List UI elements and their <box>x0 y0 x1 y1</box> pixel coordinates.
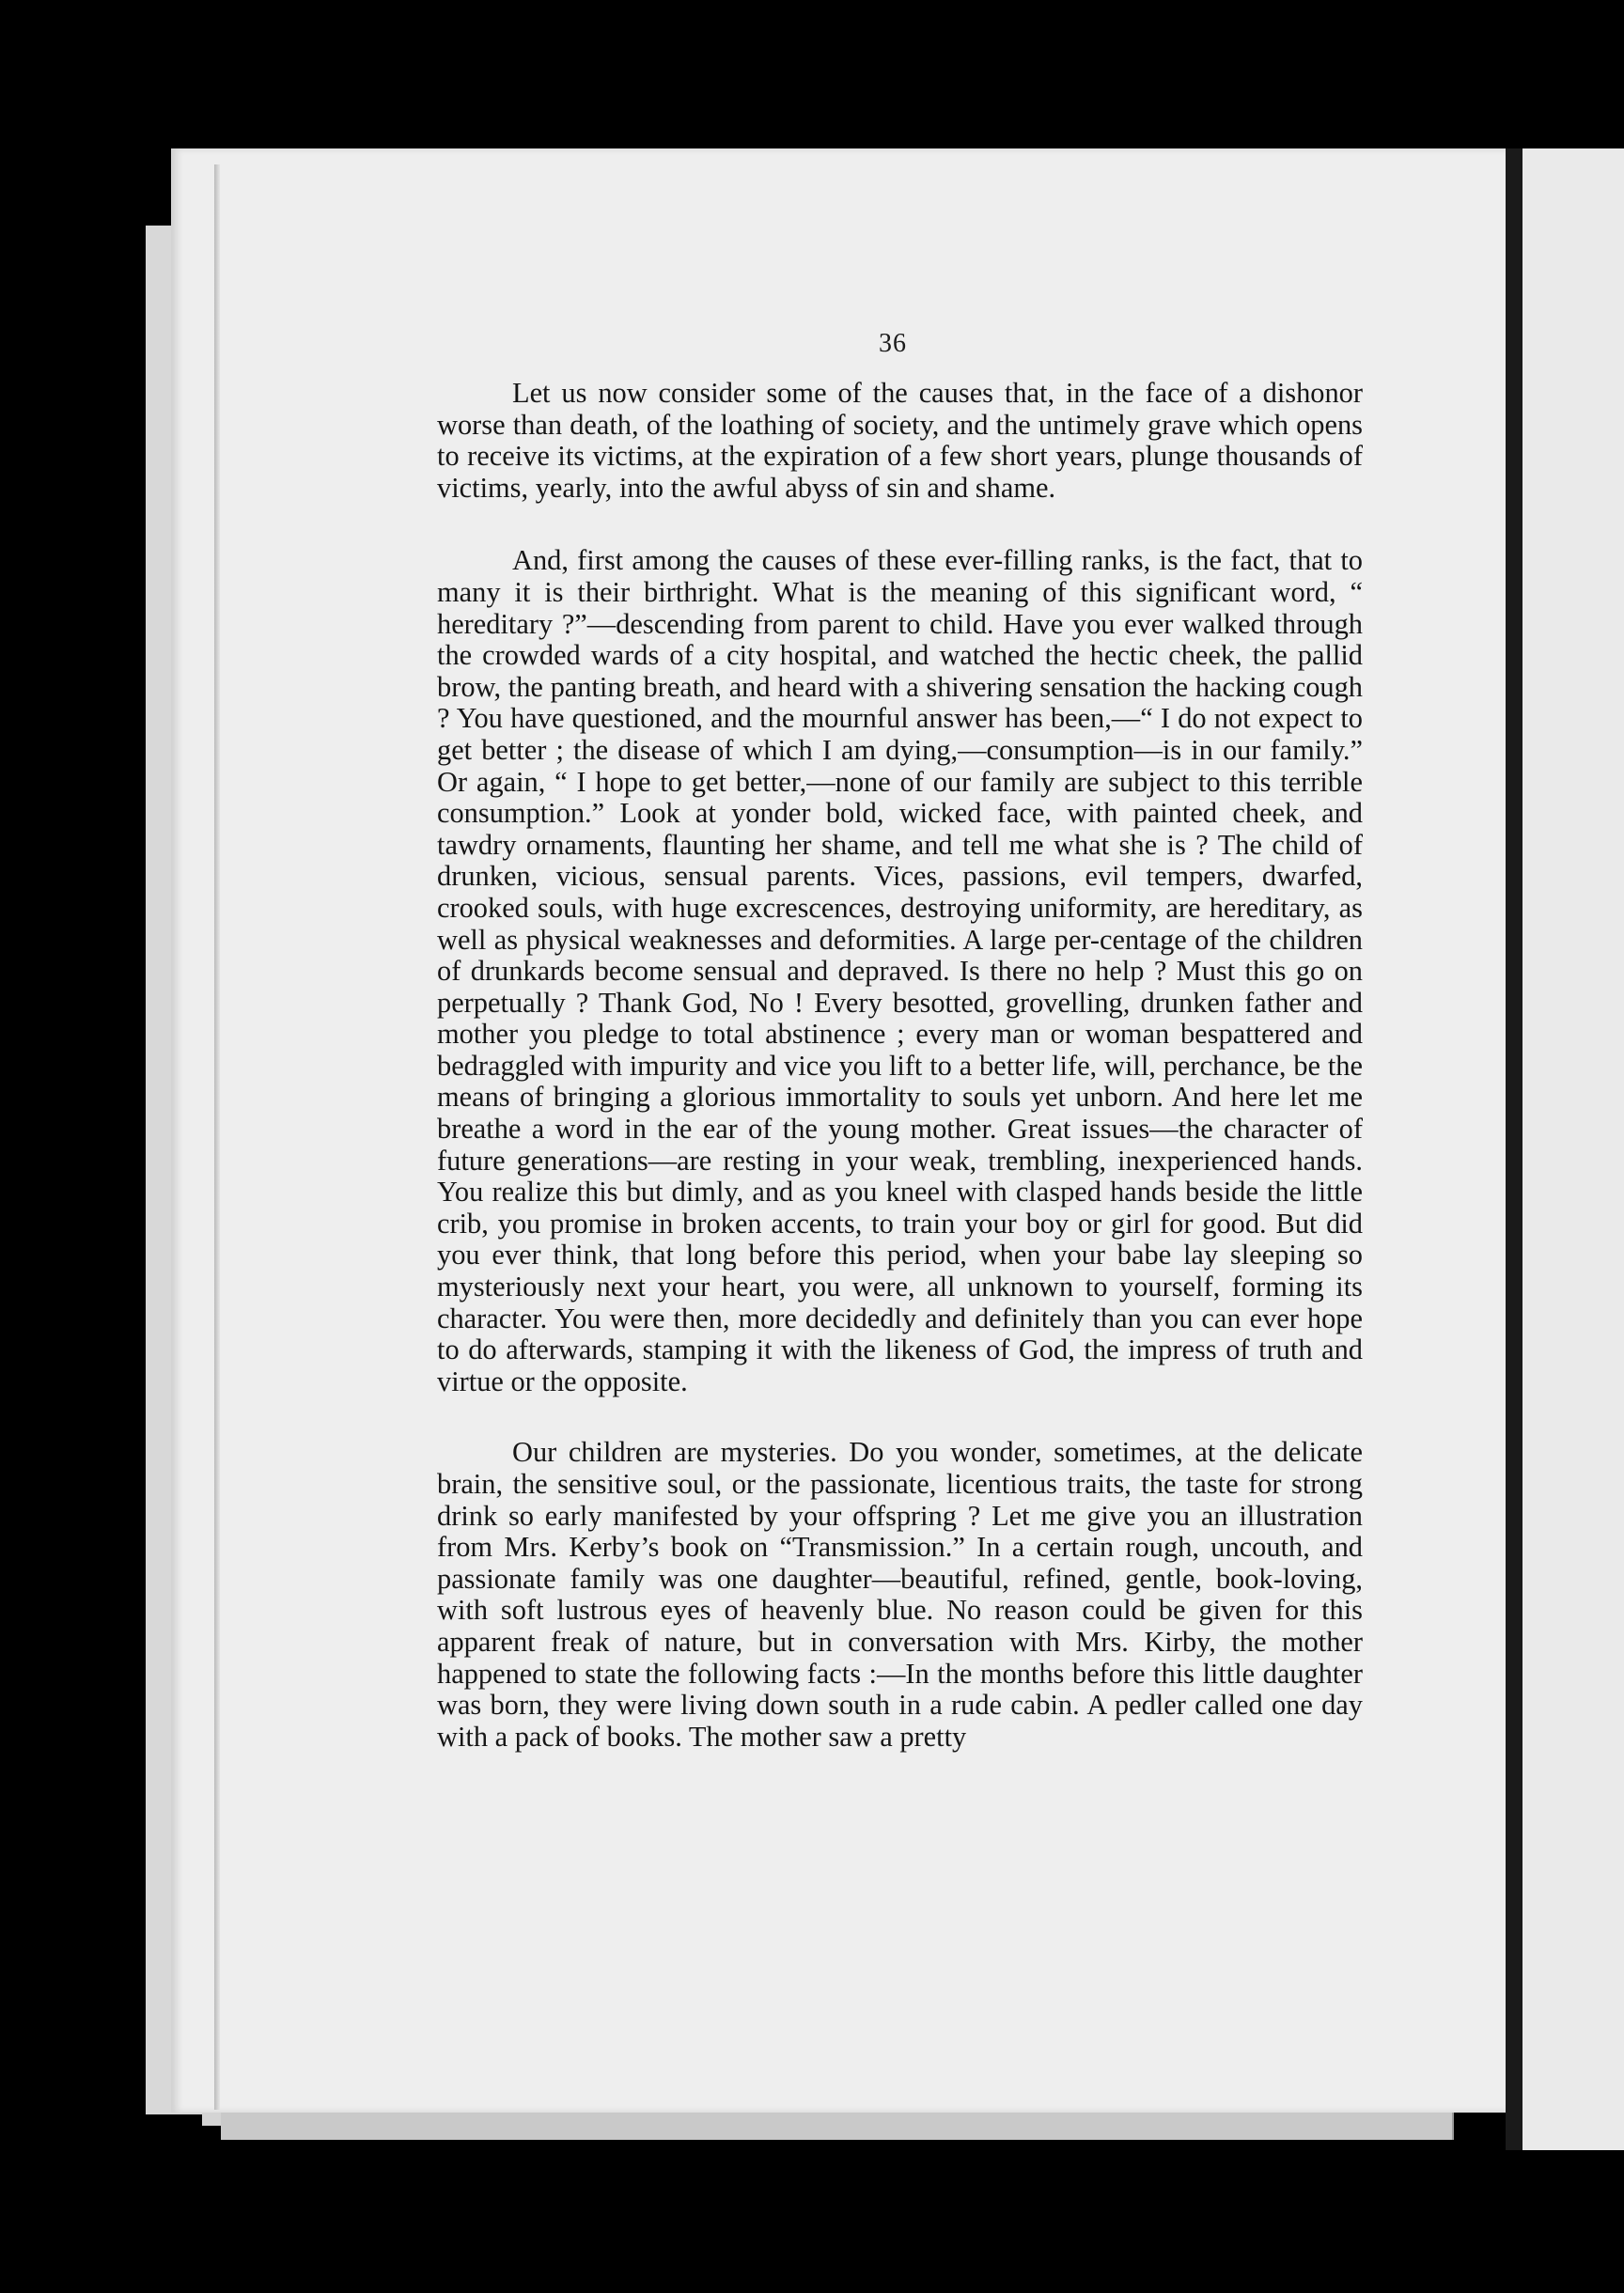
paragraph-2: And, first among the causes of these ever-filling ranks, is the fact, that to many it is their birthright. What is the meaning of this significant word, “ hereditary ?”—descending from parent to child. Have you ever walked through the crowded wards of a city hospital, and watched the hectic cheek, the pallid brow, the panting breath, and heard with a shivering sensation the hacking cough ? You have questioned, and the mournful answer has been,—“ I do not expect to get better ; the disease of which I am dying,—consumption—is in our family.” Or again, “ I hope to get better,—none of our family are subject to this terrible consumption.” Look at yonder bold, wicked face, with painted cheek, and tawdry ornaments, flaunting her shame, and tell me what she is ? The child of drunken, vicious, sensual parents. Vices, passions, evil tempers, dwarfed, crooked souls, with huge excrescences, destroying uniformity, are hereditary, as well as physical weaknesses and deformities. A large per-centage of the children of drunkards become sensual and depraved. Is there no help ? Must this go on perpetually ? Thank God, No ! Every besotted, grovelling, drunken father and mother you pledge to total abstinence ; every man or woman bespattered and bedraggled with impurity and vice you lift to a better life, will, perchance, be the means of bringing a glorious immortality to souls yet unborn. And here let me breathe a word in the ear of the young mother. Great issues—the character of future generations—are resting in your weak, trembling, inexperienced hands. You realize this but dimly, and as you kneel with clasped hands beside the little crib, you promise in broken accents, to train your boy or girl for good. But did you ever think, that long before this period, when your babe lay sleeping so mysteriously next your heart, you were, all unknown to yourself, forming its character. You were then, more decidedly and definitely than you can ever hope to do afterwards, stamping it with the likeness of God, the impress of truth and virtue or the opposite. <box>437 544 1363 1397</box>
paragraph-spacer <box>437 504 1363 545</box>
page-fold-shadow <box>214 164 220 2110</box>
paragraph-3: Our children are mysteries. Do you wonder, sometimes, at the delicate brain, the sensitive soul, or the passionate, licentious traits, the taste for strong drink so early manifested by your offspring ? Let me give you an illustration from Mrs. Kerby’s book on “Transmission.” In a certain rough, uncouth, and passionate family was one daughter—beautiful, refined, gentle, book-loving, with soft lustrous eyes of heavenly blue. No reason could be given for this apparent freak of nature, but in conversation with Mrs. Kirby, the mother happened to state the following facts :—In the months before this little daughter was born, they were living down south in a rude cabin. A pedler called one day with a pack of books. The mother saw a pretty <box>437 1436 1363 1753</box>
paragraph-1: Let us now consider some of the causes that, in the face of a dishonor worse than death, of the loathing of society, and the untimely grave which opens to receive its victims, at the expiration of a few short years, plunge thousands of victims, yearly, into the awful abyss of sin and shame. <box>437 377 1363 504</box>
facing-page-edge <box>1522 148 1624 2150</box>
book-gutter <box>1506 148 1522 2150</box>
body-text <box>437 378 1363 1753</box>
paragraph-spacer <box>437 1397 1363 1437</box>
page-number: 36 <box>879 329 907 358</box>
